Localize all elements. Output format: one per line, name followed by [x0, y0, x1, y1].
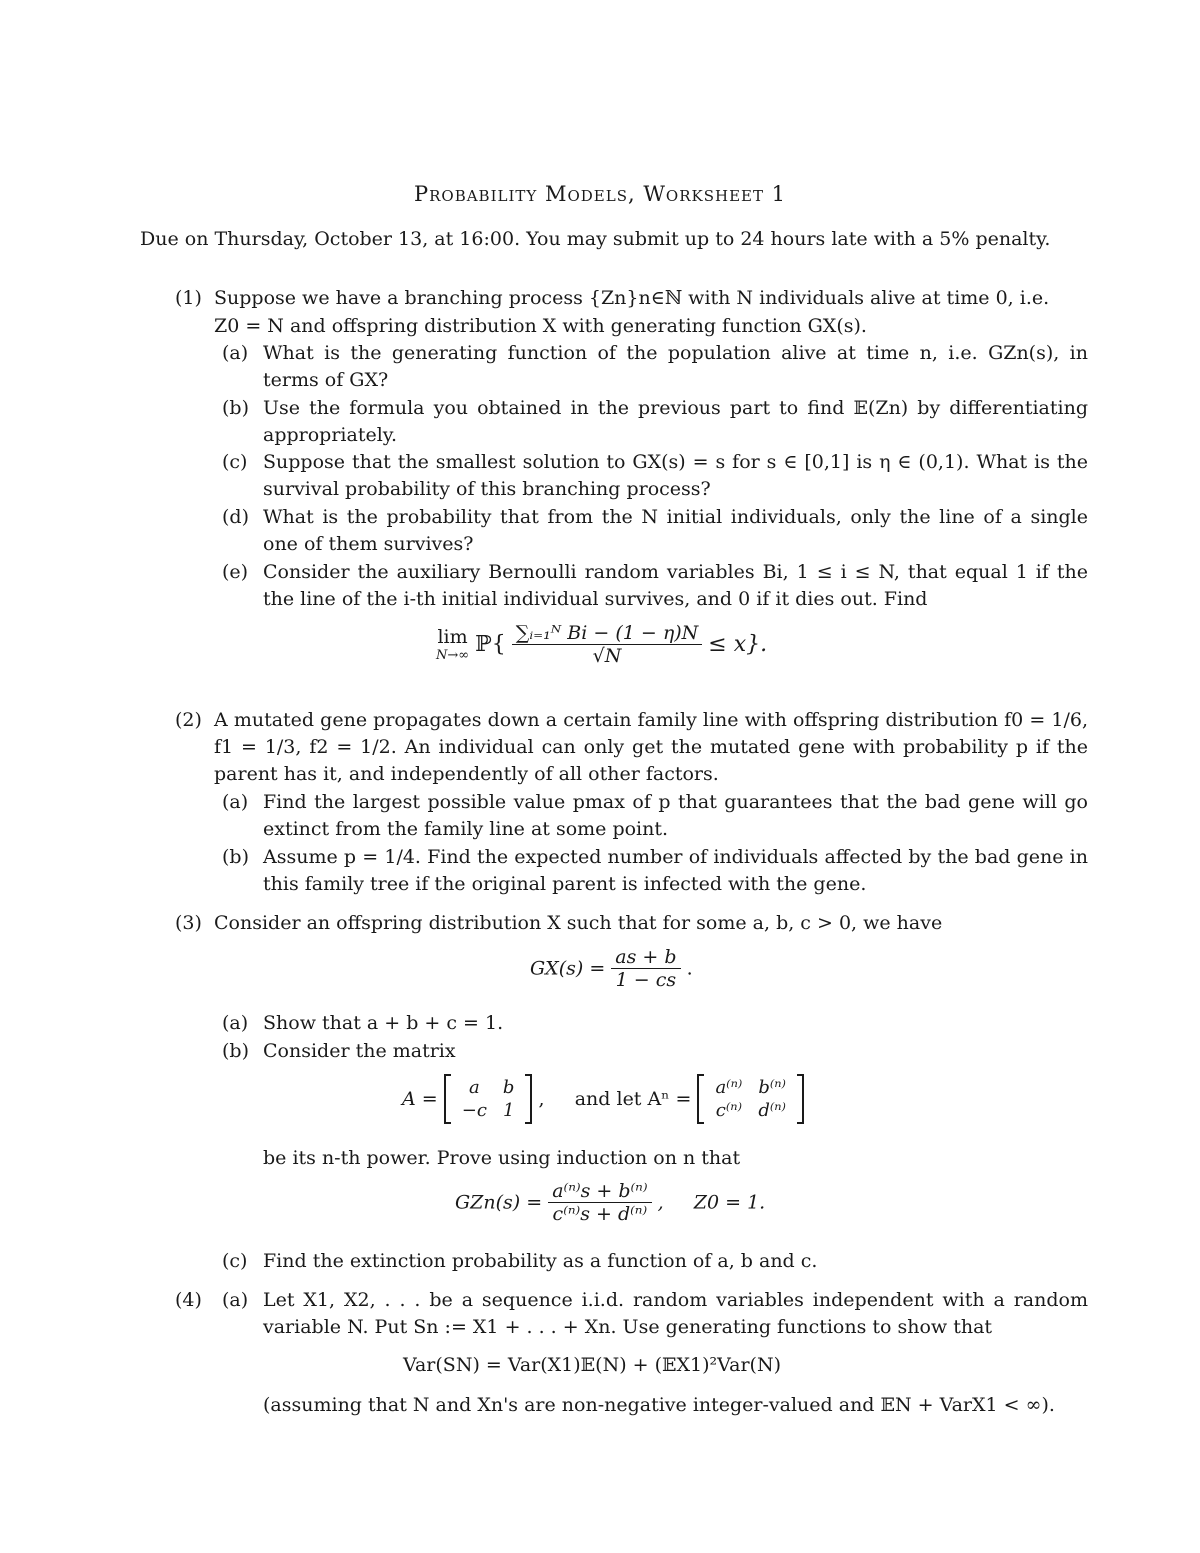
q2b-text: Assume p = 1/4. Find the expected number of individuals affected by the bad gene in this family tree if the original parent is infected with the gene.	[263, 846, 1088, 895]
q3-generating-function	[530, 946, 693, 991]
q3a-text: Show that a + b + c = 1.	[263, 1012, 504, 1034]
clt-fraction	[512, 622, 703, 667]
q1b-text: Use the formula you obtained in the previous part to find 𝔼(Zn) by differentiating appropriately.	[263, 397, 1088, 446]
q3b-text2: be its n-th power. Prove using induction on n that	[263, 1147, 741, 1169]
q1a-label: (a)	[222, 342, 249, 364]
q3b-label: (b)	[222, 1040, 249, 1062]
q1-intro-line1: Suppose we have a branching process {Zn}n∈ℕ with N individuals alive at time 0, i.e.	[214, 287, 1050, 309]
prob-brace-open: ℙ{	[475, 632, 506, 657]
matrix-lhs: A =	[402, 1088, 438, 1110]
q3-induction-equation	[455, 1180, 765, 1225]
matrix-a-cell: −c	[461, 1100, 487, 1121]
q2-number: (2)	[175, 709, 202, 731]
q3-matrix-equation	[402, 1074, 804, 1124]
q1-intro-line2: Z0 = N and offspring distribution X with generating function GX(s).	[214, 315, 867, 337]
prob-tail: ≤ x}.	[708, 632, 768, 657]
matrix-an-cell: a⁽ⁿ⁾	[715, 1077, 743, 1098]
q1b-label: (b)	[222, 397, 249, 419]
clt-denominator: √N	[512, 644, 703, 667]
q3-number: (3)	[175, 912, 202, 934]
q3-intro: Consider an offspring distribution X such that for some a, b, c > 0, we have	[214, 912, 943, 934]
lim-subscript: N→∞	[436, 648, 470, 663]
q1d-label: (d)	[222, 506, 249, 528]
q1e-text: Consider the auxiliary Bernoulli random variables Bi, 1 ≤ i ≤ N, that equal 1 if the the line of the i-th initial individual survives, and 0 if it dies out. Find	[263, 561, 1088, 610]
matrix-a-cell: 1	[502, 1100, 515, 1121]
matrix-a-cell: b	[502, 1077, 515, 1098]
matrix-an	[697, 1074, 804, 1124]
q4-number: (4)	[175, 1289, 202, 1311]
q2a-label: (a)	[222, 791, 249, 813]
gen-numerator: as + b	[615, 946, 677, 968]
q1-number: (1)	[175, 287, 202, 309]
clt-numerator: ∑ᵢ₌₁ᴺ Bi − (1 − η)N	[515, 622, 699, 644]
page-title: Probability Models, Worksheet 1	[413, 182, 787, 206]
gen-denominator: 1 − cs	[611, 968, 680, 991]
matrix-an-cell: d⁽ⁿ⁾	[758, 1100, 786, 1121]
q1e-label: (e)	[222, 561, 249, 583]
q3c-text: Find the extinction probability as a function of a, b and c.	[263, 1250, 818, 1272]
q1a-text: What is the generating function of the population alive at time n, i.e. GZn(s), in terms of GX?	[263, 342, 1088, 391]
lim-operator: lim	[437, 626, 468, 648]
ind-numerator: a⁽ⁿ⁾s + b⁽ⁿ⁾	[552, 1180, 648, 1202]
q4a-label: (a)	[222, 1289, 249, 1311]
q3c-label: (c)	[222, 1250, 248, 1272]
gen-period: .	[686, 957, 693, 980]
matrix-a-cell: a	[468, 1077, 480, 1098]
gen-fraction	[611, 946, 680, 991]
gen-lhs: GX(s) =	[530, 957, 606, 980]
q3b-text: Consider the matrix	[263, 1040, 456, 1062]
q2-intro: A mutated gene propagates down a certain family line with offspring distribution f0 = 1/6, f1 = 1/3, f2 = 1/2. An individual can only get the mutated gene with probability p if the parent has it, and independently of all other factors.	[214, 709, 1088, 785]
q4a-text: Let X1, X2, . . . be a sequence i.i.d. random variables independent with a random variable N. Put Sn := X1 + . . . + Xn. Use generating functions to show that	[263, 1289, 1088, 1338]
ind-fraction	[548, 1180, 651, 1225]
q1e-limit-equation	[436, 622, 767, 667]
matrix-mid: , and let Aⁿ =	[538, 1088, 692, 1110]
ind-lhs: GZn(s) =	[455, 1191, 543, 1214]
ind-tail: , Z0 = 1.	[657, 1191, 766, 1214]
matrix-an-cell: c⁽ⁿ⁾	[715, 1100, 742, 1121]
q4-variance-equation: Var(SN) = Var(X1)𝔼(N) + (𝔼X1)²Var(N)	[403, 1354, 781, 1376]
matrix-an-cell: b⁽ⁿ⁾	[758, 1077, 786, 1098]
q2a-text: Find the largest possible value pmax of p that guarantees that the bad gene will go extinct from the family line at some point.	[263, 791, 1088, 840]
due-line: Due on Thursday, October 13, at 16:00. You may submit up to 24 hours late with a 5% penalty.	[140, 228, 1051, 250]
matrix-a	[444, 1074, 533, 1124]
q1d-text: What is the probability that from the N initial individuals, only the line of a single one of them survives?	[263, 506, 1088, 555]
ind-denominator: c⁽ⁿ⁾s + d⁽ⁿ⁾	[548, 1202, 651, 1225]
q2b-label: (b)	[222, 846, 249, 868]
q4-assumption: (assuming that N and Xn's are non-negative integer-valued and 𝔼N + VarX1 < ∞).	[263, 1394, 1055, 1416]
q1c-text: Suppose that the smallest solution to GX(s) = s for s ∈ [0,1] is η ∈ (0,1). What is the survival probability of this branching process?	[263, 451, 1088, 500]
q1c-label: (c)	[222, 451, 248, 473]
q3a-label: (a)	[222, 1012, 249, 1034]
